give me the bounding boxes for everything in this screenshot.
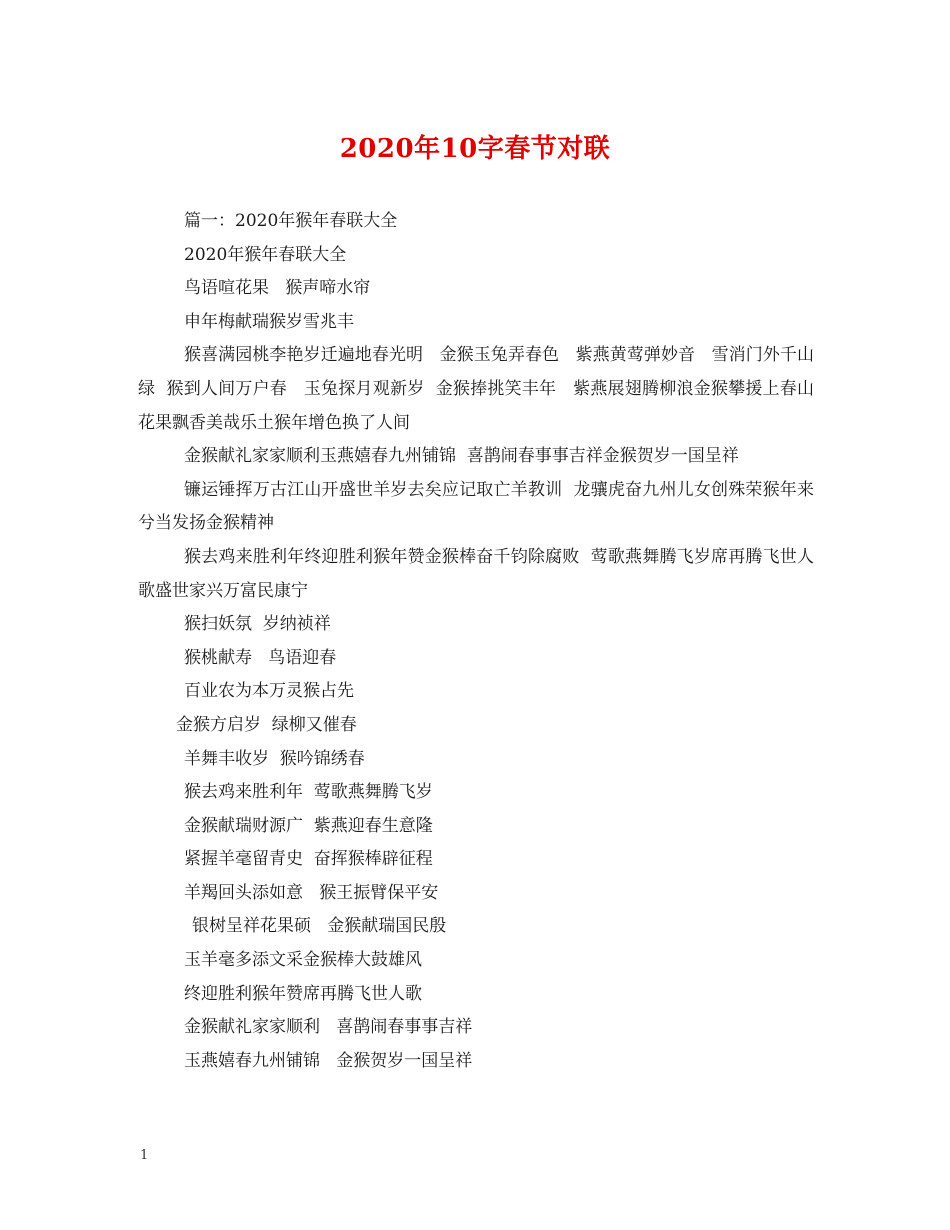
paragraph: 申年梅献瑞猴岁雪兆丰 bbox=[184, 311, 354, 332]
paragraph: 金猴方启岁 绿柳又催春 bbox=[176, 714, 357, 735]
paragraph: 猴桃献寿 鸟语迎春 bbox=[184, 647, 337, 668]
paragraph: 银树呈祥花果硕 金猴献瑞国民殷 bbox=[192, 916, 447, 937]
paragraph: 猴喜满园桃李艳岁迁遍地春光明 金猴玉兔弄春色 紫燕黄莺弹妙音 雪消门外千山绿 猴到人间万户春 玉兔探月观新岁 金猴捧挑笑丰年 紫燕展翅腾柳浪金猴攀援上春山 花果飘香美哉乐土猴年增色换了人间 bbox=[138, 345, 831, 433]
paragraph: 羊舞丰收岁 猴吟锦绣春 bbox=[184, 748, 365, 769]
document-title: 2020年10字春节对联 bbox=[339, 134, 611, 164]
paragraph: 猴去鸡来胜利年终迎胜利猴年赞金猴棒奋千钧除腐败 莺歌燕舞腾飞岁席再腾飞世人歌盛世家兴万富民康宁 bbox=[138, 546, 814, 601]
paragraph: 羊羯回头添如意 猴王振臂保平安 bbox=[184, 882, 439, 903]
paragraph: 百业农为本万灵猴占先 bbox=[184, 681, 354, 702]
document-body bbox=[138, 205, 831, 1078]
paragraph: 猴扫妖氛 岁纳祯祥 bbox=[184, 614, 331, 635]
paragraph: 终迎胜利猴年赞席再腾飞世人歌 bbox=[184, 983, 422, 1004]
paragraph: 玉羊毫多添文采金猴棒大鼓雄风 bbox=[184, 950, 422, 971]
paragraph: 金猴献礼家家顺利玉燕嬉春九州铺锦 喜鹊闹春事事吉祥金猴贺岁一国呈祥 bbox=[184, 446, 739, 467]
paragraph: 镰运锤挥万古江山开盛世羊岁去矣应记取亡羊教训 龙骧虎奋九州儿女创殊荣猴年来兮当发扬金猴精神 bbox=[138, 479, 814, 534]
paragraph: 篇一：2020年猴年春联大全 bbox=[184, 211, 398, 231]
paragraph: 金猴献瑞财源广 紫燕迎春生意隆 bbox=[184, 815, 433, 836]
paragraph: 2020年猴年春联大全 bbox=[184, 244, 347, 265]
page-number: 1 bbox=[140, 1148, 149, 1163]
paragraph: 猴去鸡来胜利年 莺歌燕舞腾飞岁 bbox=[184, 782, 433, 803]
paragraph: 紧握羊毫留青史 奋挥猴棒辟征程 bbox=[184, 849, 433, 870]
paragraph: 金猴献礼家家顺利 喜鹊闹春事事吉祥 bbox=[184, 1017, 473, 1038]
paragraph: 鸟语喧花果 猴声啼水帘 bbox=[184, 278, 371, 299]
paragraph: 玉燕嬉春九州铺锦 金猴贺岁一国呈祥 bbox=[184, 1050, 473, 1071]
